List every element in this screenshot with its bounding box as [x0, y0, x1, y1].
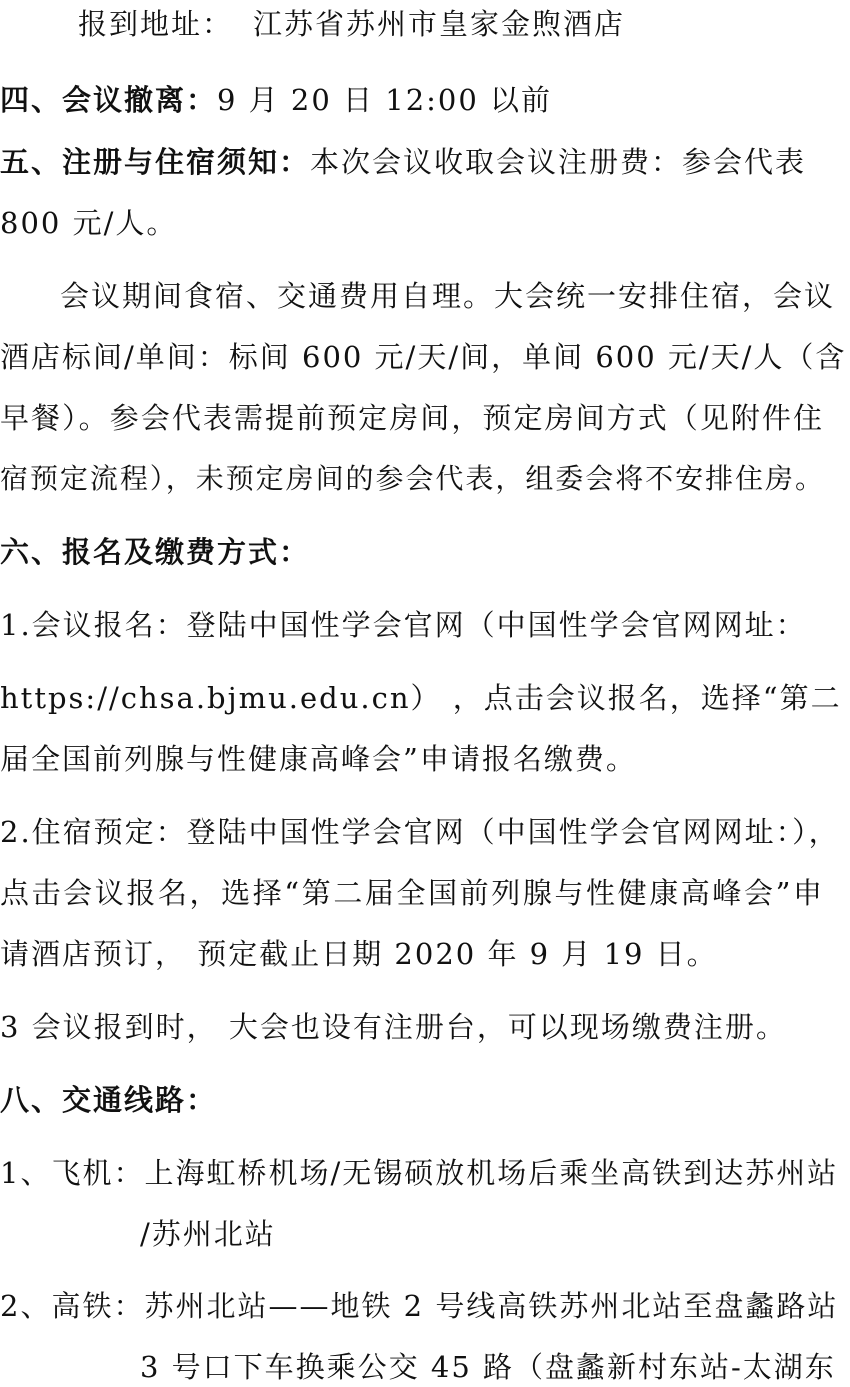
section-8-item-1-line: 1、飞机：上海虹桥机场/无锡硕放机场后乘坐高铁到达苏州站 [0, 1156, 839, 1190]
address-value: 江苏省苏州市皇家金煦酒店 [253, 7, 626, 41]
section-6-item-1-line: https://chsa.bjmu.edu.cn） ，点击会议报名，选择“第二 [0, 681, 842, 715]
section-8-item-2-line: 3 号口下车换乘公交 45 路（盘蠡新村东站-太湖东 [140, 1350, 836, 1384]
section-6-item-1-line: 1.会议报名：登陆中国性学会官网（中国性学会官网网址： [0, 608, 807, 642]
section-5-line-2: 800 元/人。 [0, 206, 178, 240]
section-5-line-1 [0, 142, 806, 182]
section-5-para-line: 早餐）。参会代表需提前预定房间，预定房间方式（见附件住 [0, 401, 824, 435]
section-8-heading: 八、交通线路： [0, 1083, 218, 1117]
section-5-heading: 五、注册与住宿须知： [0, 145, 311, 179]
section-8-item-1-line: /苏州北站 [140, 1217, 276, 1251]
address-line [78, 4, 625, 44]
address-label: 报到地址： [78, 7, 234, 41]
section-4-text: 9 月 20 日 12:00 以前 [217, 83, 553, 117]
section-5-text: 本次会议收取会议注册费：参会代表 [310, 145, 807, 179]
section-6-heading: 六、报名及缴费方式： [0, 535, 311, 569]
section-5-para-line: 宿预定流程），未预定房间的参会代表，组委会将不安排住房。 [0, 462, 824, 495]
section-6-item-2-line: 点击会议报名，选择“第二届全国前列腺与性健康高峰会”申 [0, 876, 824, 910]
section-6-item-3-line: 3 会议报到时， 大会也设有注册台，可以现场缴费注册。 [0, 1010, 787, 1044]
section-4-heading: 四、会议撤离： [0, 83, 218, 117]
section-6-item-1-line: 届全国前列腺与性健康高峰会”申请报名缴费。 [0, 742, 637, 776]
section-6-item-2-line: 2.住宿预定：登陆中国性学会官网（中国性学会官网网址：）， [0, 815, 840, 849]
section-5-para-line: 酒店标间/单间：标间 600 元/天/间，单间 600 元/天/人（含 [0, 340, 847, 374]
section-5-para-line: 会议期间食宿、交通费用自理。大会统一安排住宿，会议 [60, 279, 836, 313]
section-4-line [0, 80, 552, 120]
section-6-item-2-line: 请酒店预订， 预定截止日期 2020 年 9 月 19 日。 [0, 937, 718, 971]
section-8-item-2-line: 2、高铁：苏州北站——地铁 2 号线高铁苏州北站至盘蠡路站 [0, 1289, 839, 1323]
